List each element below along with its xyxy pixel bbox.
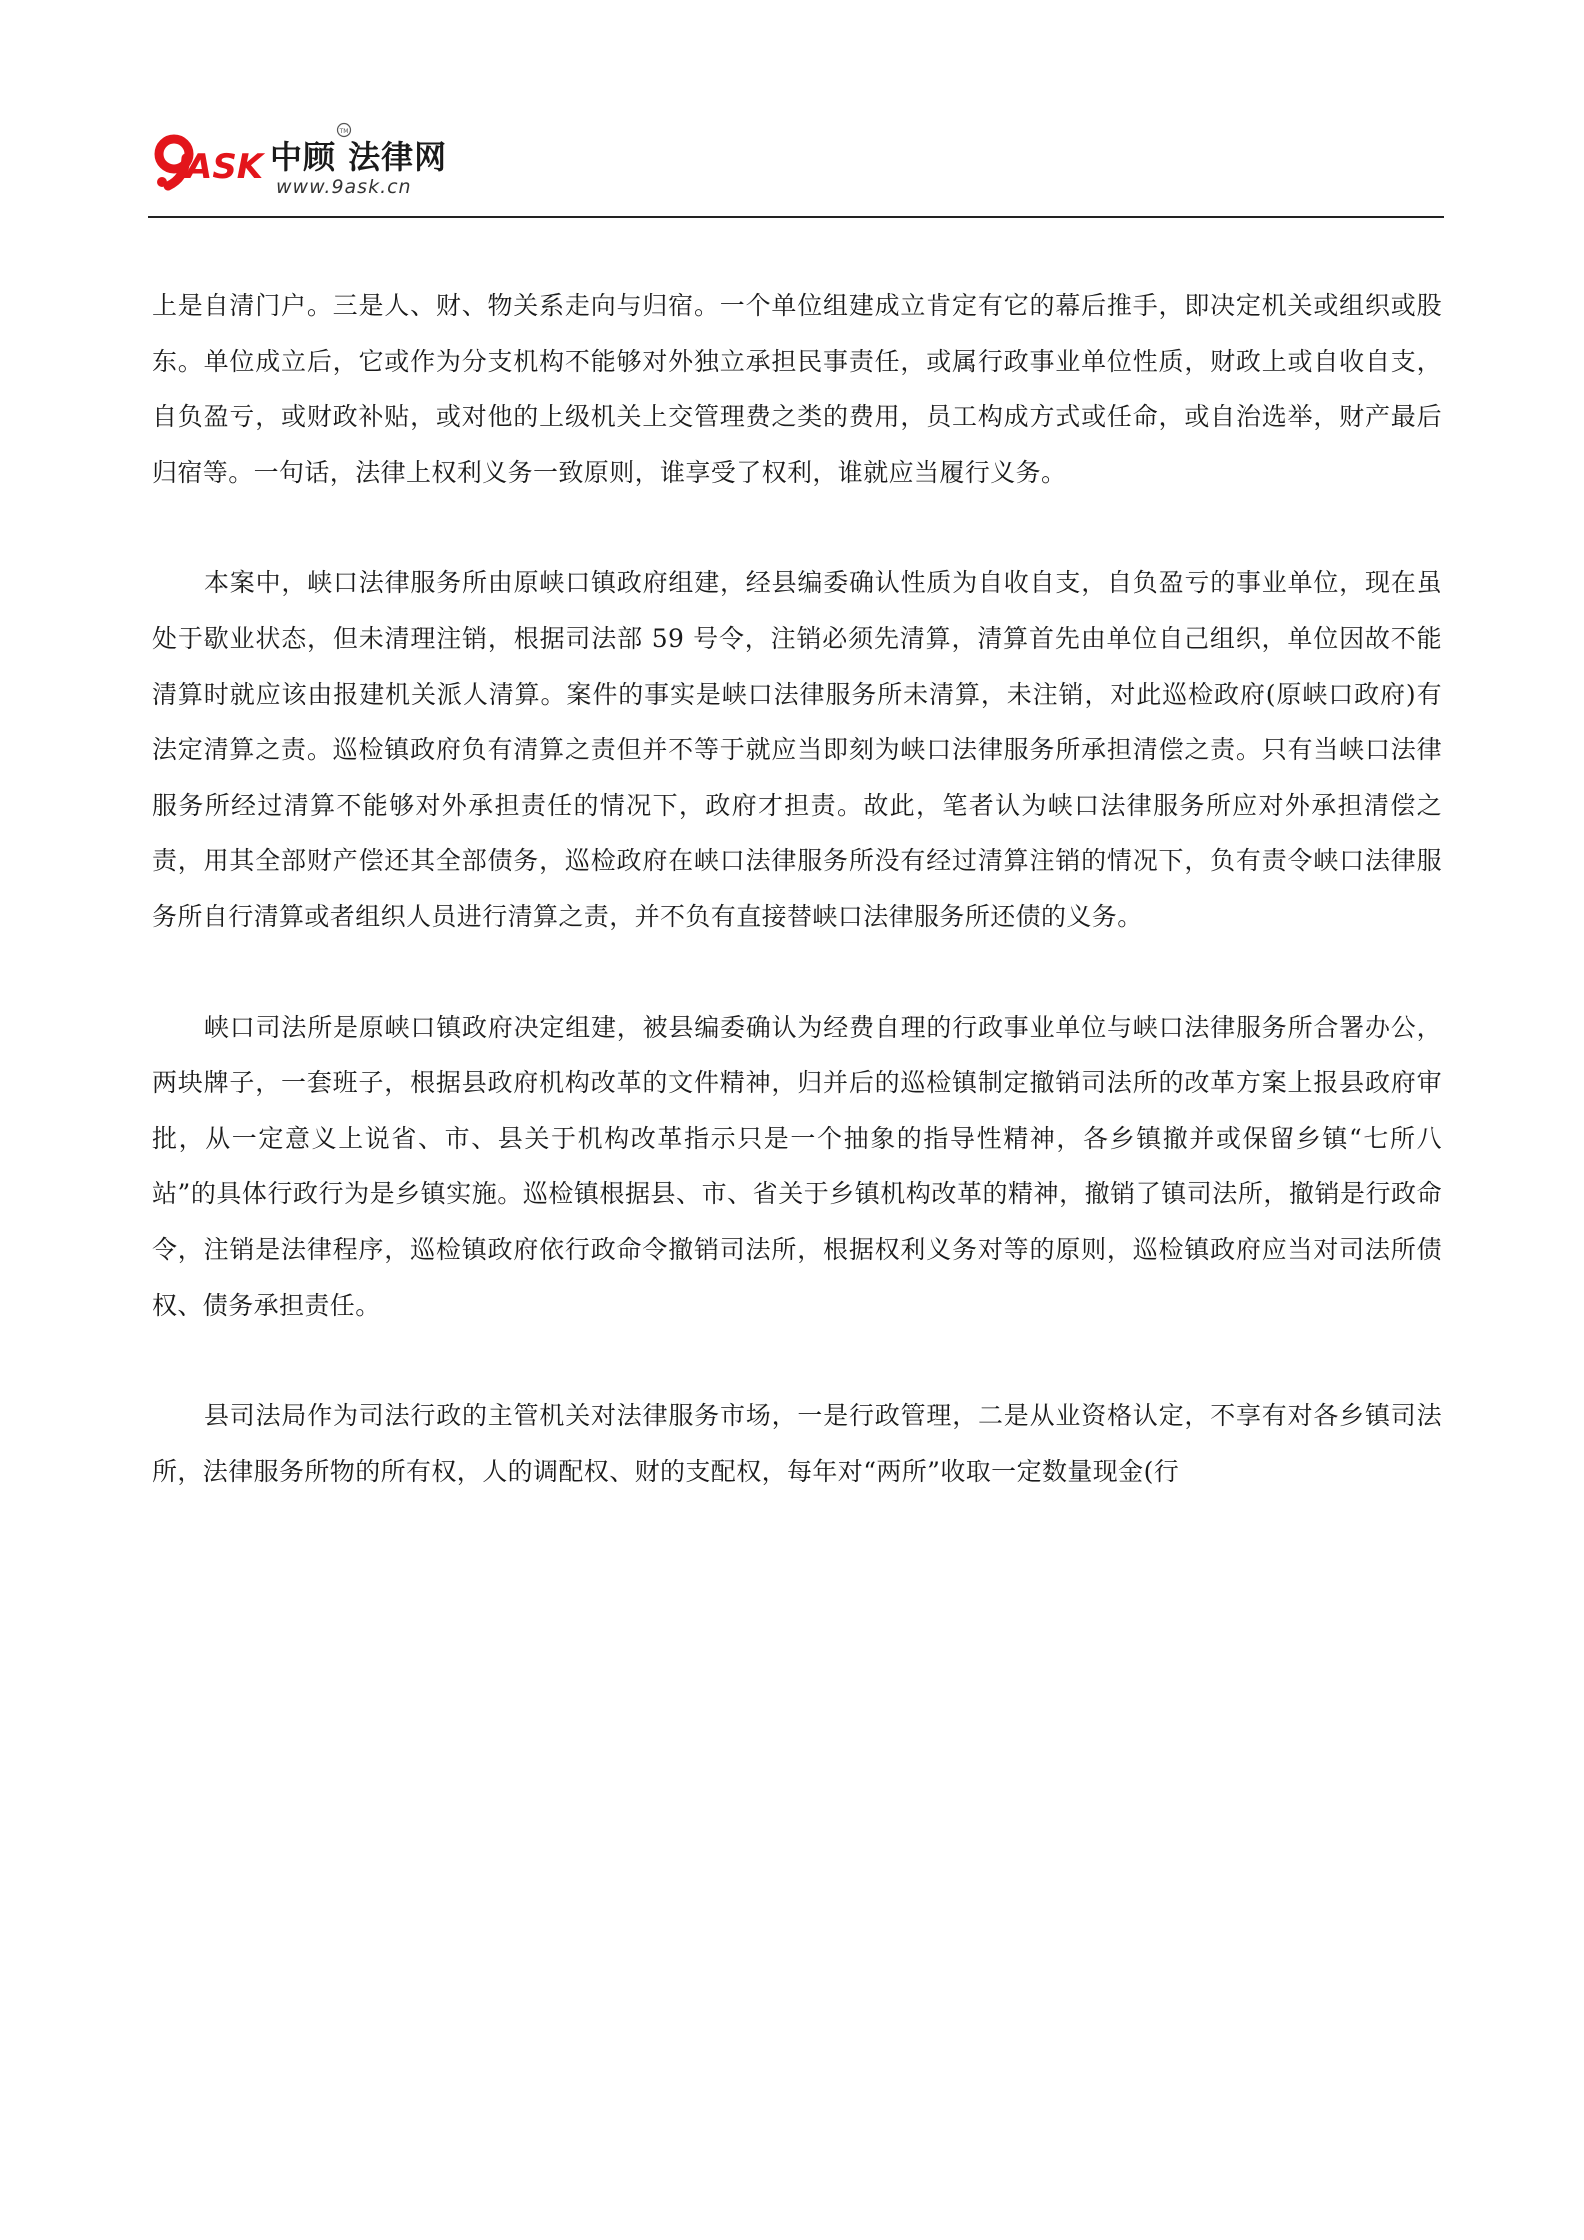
logo-url: www.9ask.cn	[276, 176, 412, 198]
paragraph-1: 上是自清门户。三是人、财、物关系走向与归宿。一个单位组建成立肯定有它的幕后推手，即决定机关或组织或股东。单位成立后，它或作为分支机构不能够对外独立承担民事责任，或属行政事业单位性质，财政上或自收自支，自负盈亏，或财政补贴，或对他的上级机关上交管理费之类的费用，员工构成方式或任命，或自治选举，财产最后归宿等。一句话，法律上权利义务一致原则，谁享受了权利，谁就应当履行义务。	[152, 291, 1442, 487]
site-logo	[152, 118, 452, 210]
ask-logo-icon	[152, 132, 268, 196]
paragraph-3: 峡口司法所是原峡口镇政府决定组建，被县编委确认为经费自理的行政事业单位与峡口法律服务所合署办公，两块牌子，一套班子，根据县政府机构改革的文件精神，归并后的巡检镇制定撤销司法所的改革方案上报县政府审批，从一定意义上说省、市、县关于机构改革指示只是一个抽象的指导性精神，各乡镇撤并或保留乡镇“七所八站”的具体行政行为是乡镇实施。巡检镇根据县、市、省关于乡镇机构改革的精神，撤销了镇司法所，撤销是行政命令，注销是法律程序，巡检镇政府依行政命令撤销司法所，根据权利义务对等的原则，巡检镇政府应当对司法所债权、债务承担责任。	[152, 1012, 1442, 1320]
article-body	[152, 278, 1442, 1499]
paragraph-4: 县司法局作为司法行政的主管机关对法律服务市场，一是行政管理，二是从业资格认定，不享有对各乡镇司法所，法律服务所物的所有权，人的调配权、财的支配权，每年对“两所”收取一定数量现金(行	[152, 1401, 1442, 1486]
svg-text:TM: TM	[339, 128, 349, 135]
svg-text:ASK: ASK	[186, 147, 264, 187]
header-divider	[148, 216, 1444, 218]
logo-name: 中顾 法律网	[270, 138, 448, 176]
paragraph-2: 本案中，峡口法律服务所由原峡口镇政府组建，经县编委确认性质为自收自支，自负盈亏的事业单位，现在虽处于歇业状态，但未清理注销，根据司法部 59 号令，注销必须先清算，清算首先由单位自己组织，单位因故不能清算时就应该由报建机关派人清算。案件的事实是峡口法律服务所未清算，未注销，对此巡检政府(原峡口政府)有法定清算之责。巡检镇政府负有清算之责但并不等于就应当即刻为峡口法律服务所承担清偿之责。只有当峡口法律服务所经过清算不能够对外承担责任的情况下，政府才担责。故此，笔者认为峡口法律服务所应对外承担清偿之责，用其全部财产偿还其全部债务，巡检政府在峡口法律服务所没有经过清算注销的情况下，负有责令峡口法律服务所自行清算或者组织人员进行清算之责，并不负有直接替峡口法律服务所还债的义务。	[152, 568, 1442, 931]
